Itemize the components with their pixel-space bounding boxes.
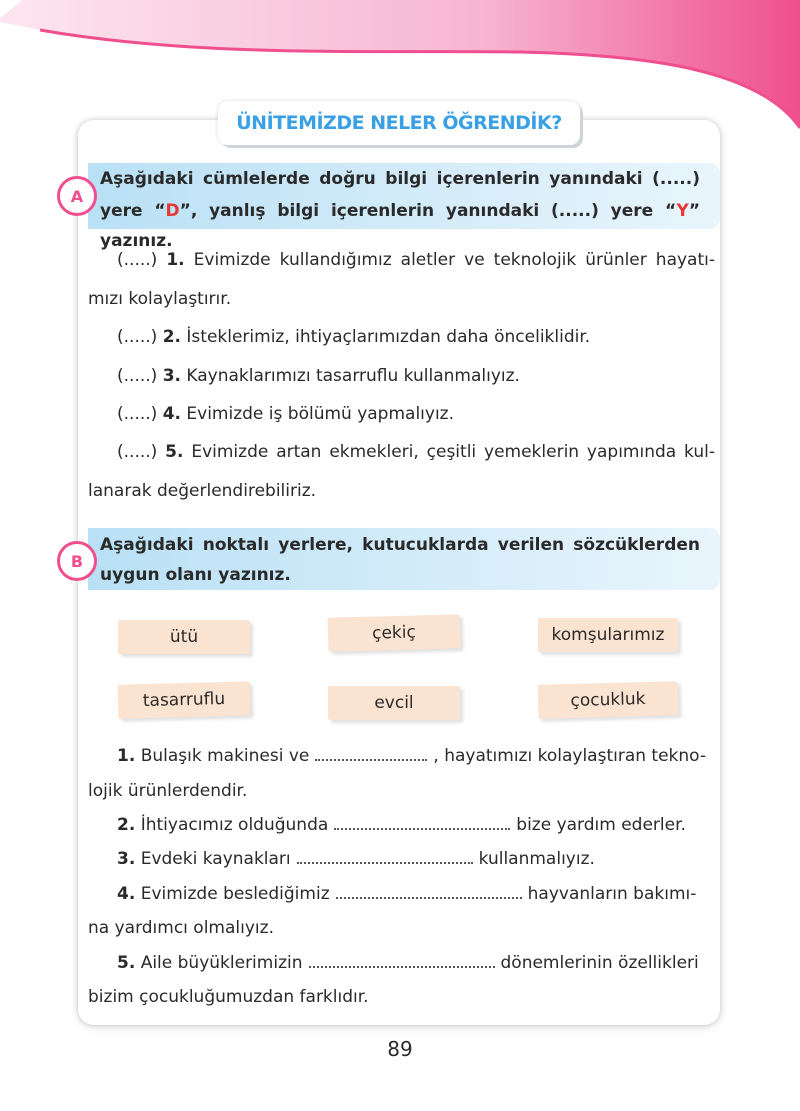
section-b-instruction-line2: uygun olanı yazınız. [100,565,291,585]
a-item-1: (.....) 1. Evimizde kullandığımız aletler ve teknolojik ürünler hayatı- [117,250,715,270]
answer-blank [336,896,522,899]
a-item-1-cont: mızı kolaylaştırır. [88,289,232,309]
answer-blank [297,861,473,864]
word-box: evcil [328,686,460,720]
section-b-badge: B [57,541,97,581]
page-title-text: ÜNİTEMİZDE NELER ÖĞRENDİK? [236,112,562,134]
section-a-instruction-line2: yere “D”, yanlış bilgi içerenlerin yanındaki (.....) yere “Y” yazınız. [100,201,700,251]
a-item-5-cont: lanarak değerlendirebiliriz. [88,481,317,501]
b-item-5: 5. Aile büyüklerimizin dönemlerinin özellikleri [117,953,699,973]
true-letter: D [165,201,180,221]
section-a-badge: A [57,176,97,216]
false-letter: Y [676,201,689,221]
b-item-3: 3. Evdeki kaynakları kullanmalıyız. [117,849,595,869]
page-number: 89 [387,1037,413,1061]
section-b-instruction-line1: Aşağıdaki noktalı yerlere, kutucuklarda verilen sözcüklerden [100,535,700,555]
answer-blank [309,965,495,968]
page-title [218,101,580,145]
b-item-4: 4. Evimizde beslediğimiz hayvanların bakımı- [117,884,697,904]
b-item-5-cont: bizim çocukluğumuzdan farklıdır. [88,987,369,1007]
word-box: çocukluk [538,681,679,719]
word-box: çekiç [328,614,461,651]
b-item-4-cont: na yardımcı olmalıyız. [88,918,274,938]
answer-blank [334,827,510,830]
answer-blank [315,758,427,761]
a-item-4: (.....) 4. Evimizde iş bölümü yapmalıyız. [117,404,455,424]
a-item-3: (.....) 3. Kaynaklarımızı tasarruflu kullanmalıyız. [117,366,520,386]
b-item-2: 2. İhtiyacımız olduğunda bize yardım ederler. [117,815,686,835]
a-item-2: (.....) 2. İsteklerimiz, ihtiyaçlarımızdan daha önceliklidir. [117,327,591,347]
word-box: komşularımız [538,618,678,652]
a-item-5: (.....) 5. Evimizde artan ekmekleri, çeşitli yemeklerin yapımında kul- [117,442,716,462]
word-box: tasarruflu [118,681,251,718]
section-a-instruction-line1: Aşağıdaki cümlelerde doğru bilgi içerenlerin yanındaki (.....) [100,169,700,189]
b-item-1-cont: lojik ürünlerdendir. [88,781,248,801]
b-item-1: 1. Bulaşık makinesi ve , hayatımızı kolaylaştıran tekno- [117,746,707,766]
word-box: ütü [118,620,250,654]
